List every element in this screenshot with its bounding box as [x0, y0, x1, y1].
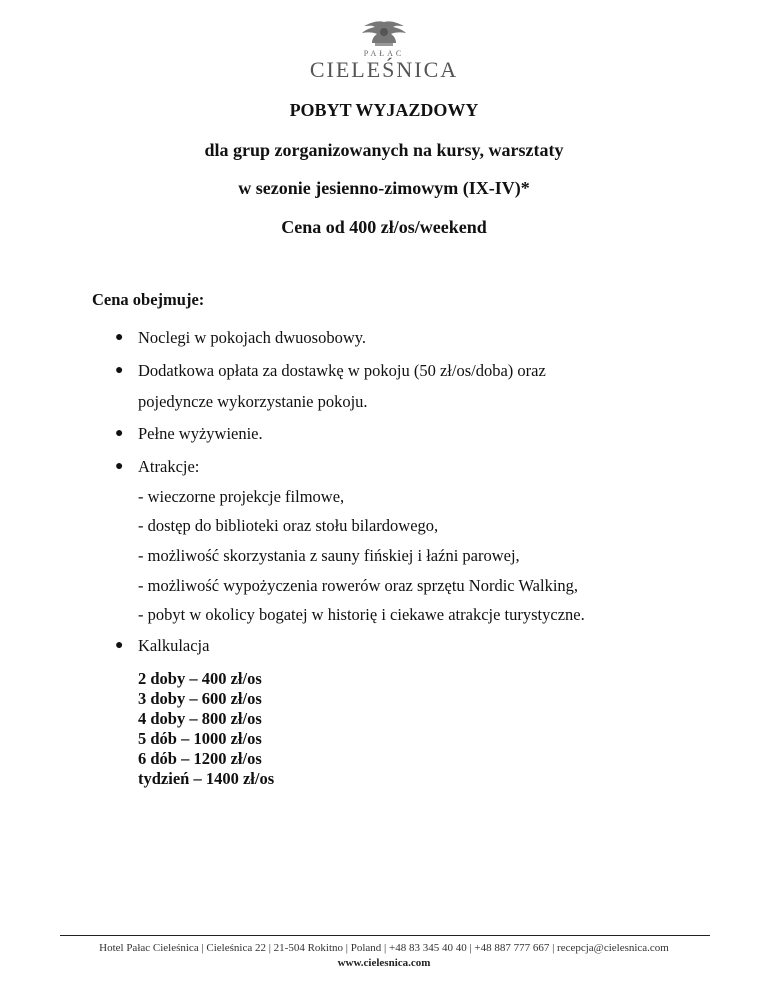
- attraction-item: - możliwość wypożyczenia rowerów oraz sprzętu Nordic Walking,: [138, 576, 579, 595]
- bullet-icon: ●: [115, 638, 124, 653]
- list-item: Atrakcje:: [138, 457, 200, 476]
- calculation-row: 6 dób – 1200 zł/os: [138, 749, 262, 768]
- list-item: Dodatkowa opłata za dostawkę w pokoju (50 zł/os/doba) oraz: [138, 361, 546, 380]
- bullet-icon: ●: [115, 459, 124, 474]
- bullet-icon: ●: [115, 426, 124, 441]
- footer-contact: Hotel Pałac Cieleśnica | Cieleśnica 22 | 21-504 Rokitno | Poland | +48 83 345 40 40 | +48 887 777 667 | recepcja@cielesnica.com: [99, 942, 669, 954]
- calculation-row: 3 doby – 600 zł/os: [138, 689, 262, 708]
- title-line-1: POBYT WYJAZDOWY: [289, 100, 479, 120]
- calculation-row: 2 doby – 400 zł/os: [138, 669, 262, 688]
- list-item: Noclegi w pokojach dwuosobowy.: [138, 328, 367, 347]
- title-line-2: dla grup zorganizowanych na kursy, warsztaty: [204, 140, 564, 160]
- attraction-item: - wieczorne projekcje filmowe,: [138, 487, 345, 506]
- list-item: Pełne wyżywienie.: [138, 424, 263, 443]
- price-line: Cena od 400 zł/os/weekend: [281, 217, 487, 237]
- list-item-continuation: pojedyncze wykorzystanie pokoju.: [138, 392, 368, 411]
- attraction-item: - pobyt w okolicy bogatej w historię i ciekawe atrakcje turystyczne.: [138, 605, 585, 624]
- logo: [0, 18, 768, 83]
- footer-divider: [60, 935, 710, 936]
- attraction-item: - dostęp do biblioteki oraz stołu bilardowego,: [138, 516, 439, 535]
- logo-small-text: PAŁAC: [363, 49, 405, 58]
- bullet-icon: ●: [115, 330, 124, 345]
- bullet-icon: ●: [115, 363, 124, 378]
- crest-emblem-icon: [344, 18, 424, 48]
- section-title: Cena obejmuje:: [92, 290, 205, 309]
- attraction-item: - możliwość skorzystania z sauny fińskiej i łaźni parowej,: [138, 546, 520, 565]
- footer-website: www.cielesnica.com: [337, 957, 431, 969]
- calculation-row: 5 dób – 1000 zł/os: [138, 729, 262, 748]
- calculation-row: 4 doby – 800 zł/os: [138, 709, 262, 728]
- title-line-3: w sezonie jesienno-zimowym (IX-IV)*: [238, 178, 530, 198]
- list-item: Kalkulacja: [138, 636, 210, 655]
- logo-brand-name: CIELEŚNICA: [309, 57, 459, 82]
- calculation-row: tydzień – 1400 zł/os: [138, 769, 275, 788]
- calculation-list: [138, 669, 274, 789]
